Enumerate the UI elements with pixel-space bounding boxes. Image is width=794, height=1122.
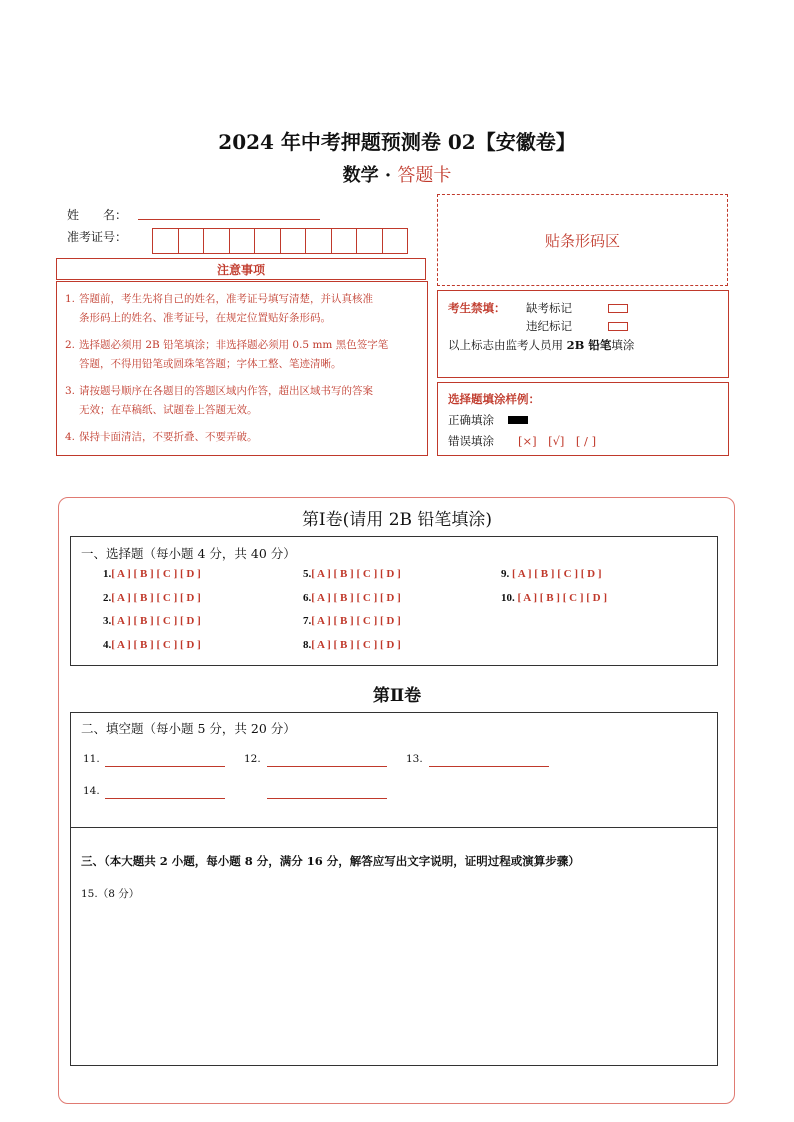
- absent-label: 缺考标记: [526, 301, 572, 315]
- notice-body: [56, 281, 428, 456]
- fill-q-14-blank[interactable]: [105, 798, 225, 799]
- forbid-note: 以上标志由监考人员用 2B 铅笔填涂: [448, 338, 635, 352]
- id-digit-box[interactable]: [153, 229, 179, 253]
- violation-label: 违纪标记: [526, 319, 572, 333]
- id-digit-box[interactable]: [204, 229, 230, 253]
- choice-row-10[interactable]: 10. [ A ] [ B ] [ C ] [ D ]: [501, 592, 608, 604]
- answer-section[interactable]: [70, 827, 718, 1066]
- name-input-line[interactable]: [138, 219, 320, 220]
- subtitle-subject: 数学 ·: [342, 165, 398, 186]
- fill-q-13-number: 13.: [406, 753, 423, 765]
- notice-item: 3. 请按题号顺序在各题目的答题区域内作答，超出区域书写的答案 无效；在草稿纸、试题卷上答题无效。: [65, 385, 373, 416]
- id-digit-box[interactable]: [306, 229, 332, 253]
- choice-section: [70, 536, 718, 666]
- fill-sample-box: [437, 382, 729, 456]
- part1-title: 第Ⅰ卷(请用 2B 铅笔填涂): [301, 510, 493, 530]
- answer-section-title: 三、（本大题共 2 小题，每小题 8 分，满分 16 分，解答应写出文字说明，证明过程或演算步骤）: [81, 854, 580, 868]
- notice-item: 2. 选择题必须用 2B 铅笔填涂；非选择题必须用 0.5 mm 黑色签字笔 答题，不得用铅笔或圆珠笔答题；字体工整、笔迹清晰。: [65, 339, 389, 370]
- fill-q-11-number: 11.: [83, 753, 100, 765]
- forbid-title: 考生禁填：: [448, 301, 506, 315]
- q15-label: 15.（8 分）: [81, 888, 140, 900]
- choice-row-6[interactable]: 6.[ A ] [ B ] [ C ] [ D ]: [303, 592, 401, 604]
- wrong-fill-label: 错误填涂: [448, 434, 494, 448]
- id-digit-box[interactable]: [332, 229, 358, 253]
- fill-section-title: 二、填空题（每小题 5 分，共 20 分）: [81, 721, 296, 736]
- choice-row-2[interactable]: 2.[ A ] [ B ] [ C ] [ D ]: [103, 592, 201, 604]
- id-digit-box[interactable]: [179, 229, 205, 253]
- choice-row-7[interactable]: 7.[ A ] [ B ] [ C ] [ D ]: [303, 615, 401, 627]
- fill-q-11-blank[interactable]: [105, 766, 225, 767]
- id-digit-box[interactable]: [230, 229, 256, 253]
- name-label: 姓 名：: [67, 208, 128, 222]
- choice-row-1[interactable]: 1.[ A ] [ B ] [ C ] [ D ]: [103, 568, 201, 580]
- choice-row-4[interactable]: 4.[ A ] [ B ] [ C ] [ D ]: [103, 639, 201, 651]
- barcode-area: [437, 194, 728, 286]
- id-digit-box[interactable]: [357, 229, 383, 253]
- correct-fill-label: 正确填涂: [448, 413, 494, 427]
- absent-mark-box[interactable]: [608, 304, 628, 313]
- fill-q-12-number: 12.: [244, 753, 261, 765]
- fill-q-14-blank-2[interactable]: [267, 798, 387, 799]
- notice-title: 注意事项: [56, 258, 426, 280]
- id-digit-box[interactable]: [383, 229, 408, 253]
- id-label: 准考证号：: [67, 230, 128, 244]
- fill-q-12-blank[interactable]: [267, 766, 387, 767]
- fill-q-14-number: 14.: [83, 785, 100, 797]
- choice-section-title: 一、选择题（每小题 4 分，共 40 分）: [81, 546, 296, 561]
- sample-title: 选择题填涂样例：: [448, 392, 540, 406]
- wrong-fill-samples: [×] [√] [ / ]: [518, 434, 597, 448]
- part2-title: 第Ⅱ卷: [372, 686, 422, 706]
- id-digit-box[interactable]: [281, 229, 307, 253]
- choice-row-3[interactable]: 3.[ A ] [ B ] [ C ] [ D ]: [103, 615, 201, 627]
- id-number-boxes[interactable]: [152, 228, 408, 254]
- subtitle-card: 答题卡: [397, 165, 452, 186]
- choice-row-8[interactable]: 8.[ A ] [ B ] [ C ] [ D ]: [303, 639, 401, 651]
- id-digit-box[interactable]: [255, 229, 281, 253]
- violation-mark-box[interactable]: [608, 322, 628, 331]
- choice-row-5[interactable]: 5.[ A ] [ B ] [ C ] [ D ]: [303, 568, 401, 580]
- correct-fill-sample: [508, 416, 528, 424]
- notice-item: 4. 保持卡面清洁，不要折叠、不要弄破。: [65, 431, 258, 443]
- page-subtitle: [0, 161, 794, 187]
- choice-row-9[interactable]: 9. [ A ] [ B ] [ C ] [ D ]: [501, 568, 602, 580]
- examiner-only-box: [437, 290, 729, 378]
- fill-q-13-blank[interactable]: [429, 766, 549, 767]
- barcode-label: 贴条形码区: [544, 231, 620, 250]
- notice-item: 1. 答题前，考生先将自己的姓名，准考证号填写清楚，并认真核准 条形码上的姓名、准考证号，在规定位置贴好条形码。: [65, 293, 373, 324]
- page-title: 2024 年中考押题预测卷 02【安徽卷】: [218, 130, 576, 154]
- fill-section: [70, 712, 718, 828]
